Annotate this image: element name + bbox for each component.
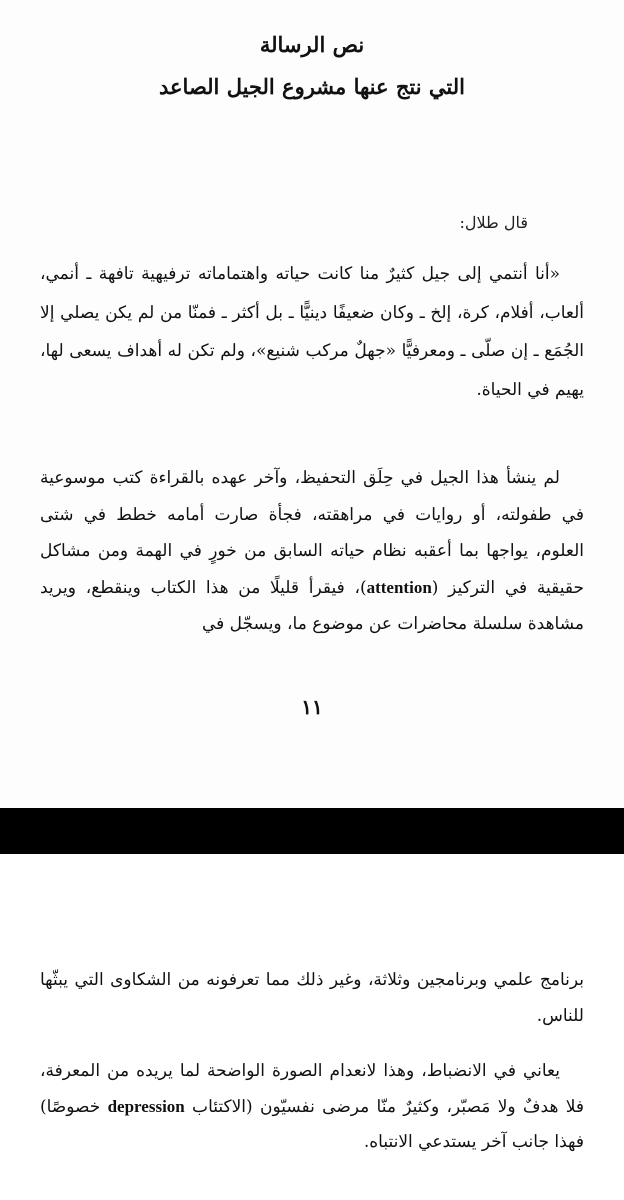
- paragraph-text-start: لم ينشأ هذا الجيل في حِلَق التحفيظ، وآخر عهده بالقراءة كتب موسوعية في طفولته، أو روايات في مراهقته، فجأة صارت أمامه خطط في شتى العلوم، يواجها بما أعقبه نظام حياته السابق من خورٍ في الهمة ومن مشاكل حقيقية في التركيز (: [40, 468, 584, 598]
- quote-text: «أنا أنتمي إلى جيل كثيرٌ منا كانت حياته واهتماماته ترفيهية تافهة ـ أنمي، ألعاب، أفلام، كرة، إلخ ـ وكان ضعيفًا دينيًّا ـ بل أكثر ـ فمنّا من لم يكن يصلي إلا الجُمَع ـ إن صلّى ـ ومعرفيًّا «جهلٌ مركب شنيع»، ولم تكن له أهداف يسعى لها، يهيم في الحياة.: [40, 264, 584, 400]
- page-title: نص الرسالة: [259, 32, 365, 57]
- paragraph-text-start-2: يعاني في الانضباط، وهذا لانعدام الصورة الواضحة لما يريده من المعرفة، فلا هدفٌ ولا مَصبّر، وكثيرٌ منّا مرضى نفسيّون (الاكتئاب: [40, 1061, 584, 1117]
- continued-text: برنامج علمي وبرنامجين وثلاثة، وغير ذلك مما تعرفونه من الشكاوى التي يبثّها للناس.: [40, 970, 584, 1026]
- speaker-label: قال طلال:: [459, 213, 528, 232]
- english-term-2: depression: [107, 1097, 185, 1116]
- page-subtitle: التي نتج عنها مشروع الجيل الصاعد: [159, 74, 465, 99]
- quote-paragraph: [40, 255, 584, 409]
- paragraph-text-end: )، فيقرأ قليلًا من هذا الكتاب وينقطع، ويريد مشاهدة سلسلة محاضرات عن موضوع ما، ويسجّل في: [40, 577, 584, 634]
- english-term: attention: [366, 577, 432, 597]
- body-paragraph: [40, 460, 584, 643]
- page-divider: [0, 808, 624, 854]
- body-paragraph-2: [40, 1054, 584, 1160]
- page-number: ١١: [301, 695, 323, 719]
- paragraph-text-end-2: خصوصًا) فهذا جانب آخر يستدعي الانتباه.: [40, 1097, 584, 1152]
- continued-paragraph: [40, 962, 584, 1034]
